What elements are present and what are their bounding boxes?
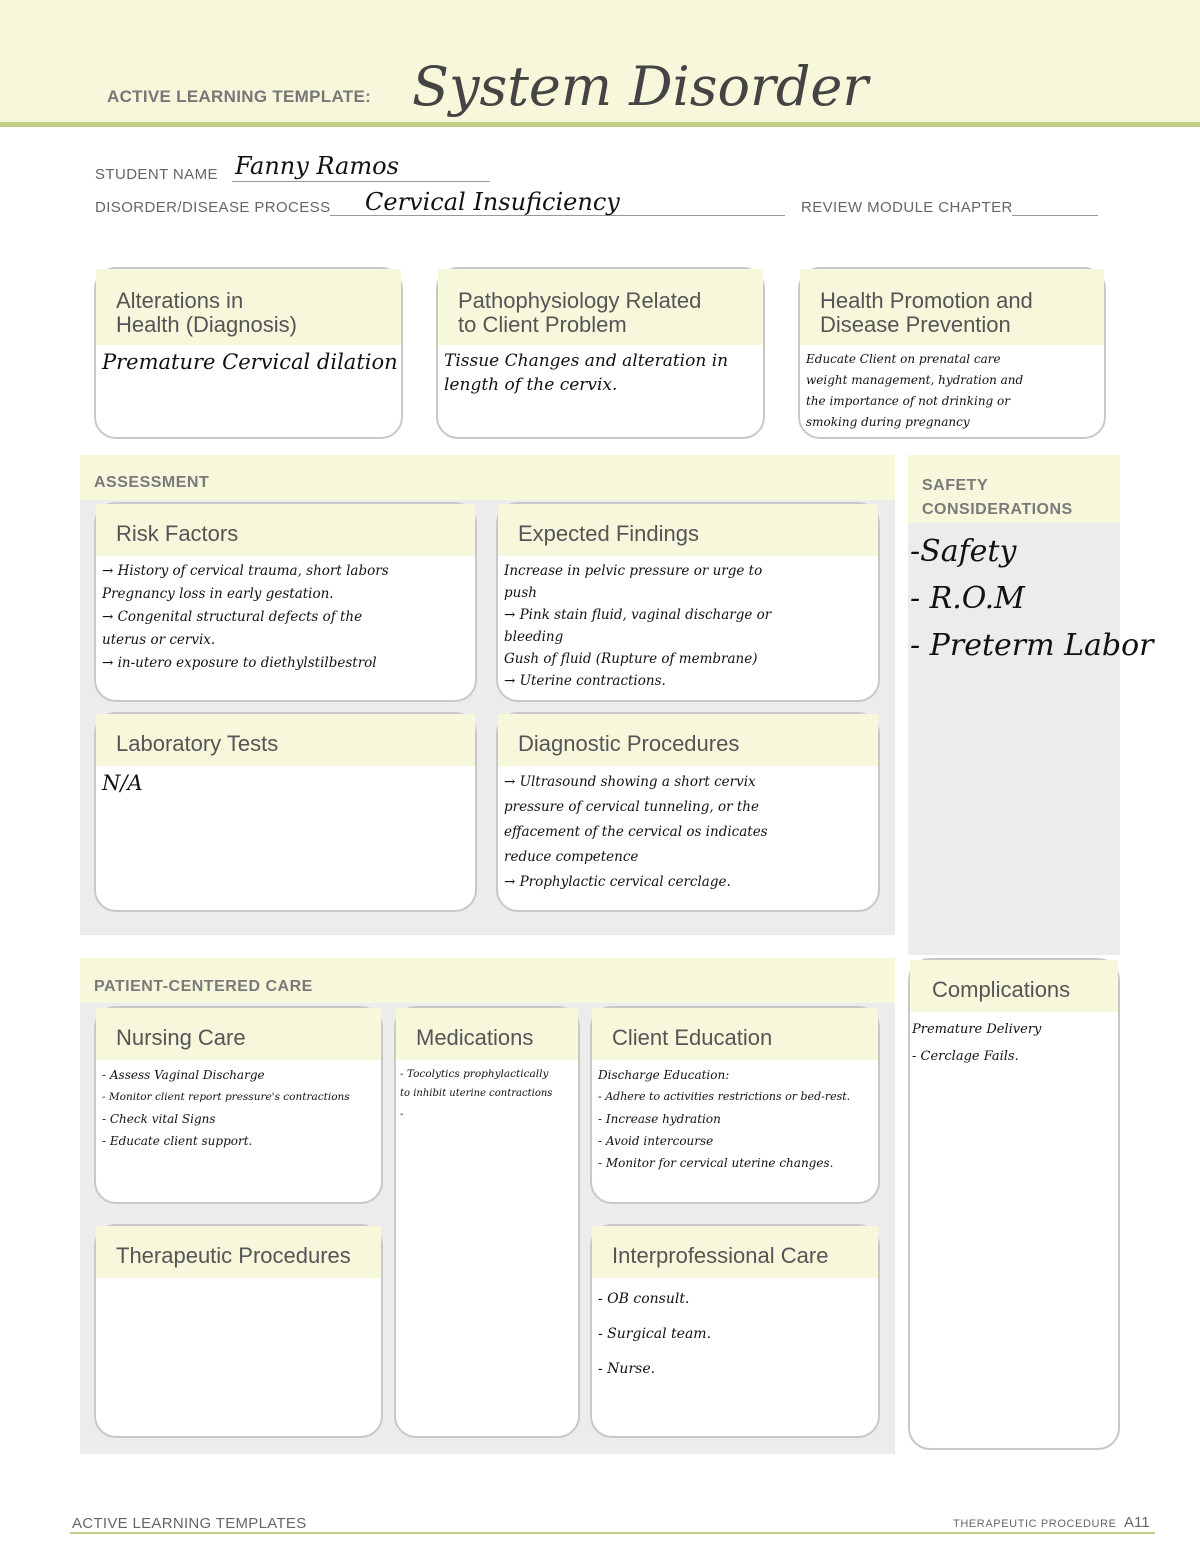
therapeutic-procedures-title: Therapeutic Procedures	[96, 1226, 381, 1278]
expected-findings-text[interactable]: Gush of fluid (Rupture of membrane)	[504, 651, 758, 667]
health-promotion-text[interactable]: smoking during pregnancy	[806, 415, 970, 429]
header-divider	[0, 122, 1200, 127]
nursing-care-text[interactable]: - Check vital Signs	[102, 1112, 216, 1126]
footer-right: THERAPEUTIC PROCEDURE	[953, 1518, 1117, 1530]
risk-factors-text[interactable]: Pregnancy loss in early gestation.	[102, 586, 334, 602]
assessment-label: ASSESSMENT	[94, 474, 210, 491]
interprofessional-care-box	[590, 1224, 880, 1438]
interprofessional-care-text[interactable]: - Surgical team.	[598, 1326, 712, 1342]
medications-title: Medications	[396, 1008, 578, 1060]
client-education-text[interactable]: - Adhere to activities restrictions or bed-rest.	[598, 1090, 851, 1103]
complications-box	[908, 958, 1120, 1450]
health-promotion-text[interactable]: weight management, hydration and	[806, 373, 1024, 387]
therapeutic-procedures-body[interactable]	[96, 1278, 381, 1282]
nursing-care-title: Nursing Care	[96, 1008, 381, 1060]
expected-findings-text[interactable]: → Pink stain fluid, vaginal discharge or	[504, 607, 772, 623]
diagnostic-procedures-text[interactable]: reduce competence	[504, 849, 639, 865]
interprofessional-care-text[interactable]: - Nurse.	[598, 1361, 656, 1377]
expected-findings-text[interactable]: → Uterine contractions.	[504, 673, 666, 689]
risk-factors-title: Risk Factors	[96, 504, 475, 556]
pathophysiology-box	[436, 267, 765, 439]
safety-text[interactable]: -Safety	[910, 534, 1017, 569]
nursing-care-text[interactable]: - Monitor client report pressure's contractions	[102, 1091, 350, 1103]
footer-left: ACTIVE LEARNING TEMPLATES	[72, 1515, 307, 1532]
interprofessional-care-text[interactable]: - OB consult.	[598, 1291, 690, 1307]
risk-factors-box	[94, 502, 477, 702]
disorder-value[interactable]: Cervical Insuficiency	[365, 188, 620, 216]
nursing-care-text[interactable]: - Educate client support.	[102, 1134, 253, 1148]
nursing-care-text[interactable]: - Assess Vaginal Discharge	[102, 1068, 265, 1082]
expected-findings-box	[496, 502, 880, 702]
nursing-care-box	[94, 1006, 383, 1204]
complications-title: Complications	[910, 960, 1118, 1012]
interprofessional-care-title: Interprofessional Care	[592, 1226, 878, 1278]
client-education-text[interactable]: - Monitor for cervical uterine changes.	[598, 1156, 834, 1170]
expected-findings-text[interactable]: Increase in pelvic pressure or urge to	[504, 563, 763, 579]
alterations-box	[94, 267, 403, 439]
diagnostic-procedures-text[interactable]: pressure of cervical tunneling, or the	[504, 799, 759, 815]
alterations-title: Alterations in Health (Diagnosis)	[96, 269, 401, 345]
review-module-label: REVIEW MODULE CHAPTER	[801, 199, 1013, 216]
risk-factors-text[interactable]: → in-utero exposure to diethylstilbestrol	[102, 655, 377, 671]
complications-text[interactable]: - Cerclage Fails.	[912, 1049, 1019, 1064]
diagnostic-procedures-text[interactable]: effacement of the cervical os indicates	[504, 824, 768, 840]
risk-factors-text[interactable]: → History of cervical trauma, short labors	[102, 563, 389, 579]
expected-findings-text[interactable]: push	[504, 585, 537, 601]
health-promotion-box	[798, 267, 1106, 439]
review-module-line[interactable]	[1012, 194, 1098, 216]
diagnostic-procedures-box	[496, 712, 880, 912]
diagnostic-procedures-title: Diagnostic Procedures	[498, 714, 878, 766]
health-promotion-text[interactable]: the importance of not drinking or	[806, 394, 1011, 408]
complications-text[interactable]: Premature Delivery	[912, 1022, 1042, 1037]
safety-text[interactable]: - Preterm Labor	[910, 628, 1154, 663]
laboratory-tests-box	[94, 712, 477, 912]
pathophysiology-title: Pathophysiology Related to Client Problem	[438, 269, 763, 345]
safety-label: SAFETY CONSIDERATIONS	[922, 477, 1073, 518]
page-number: A11	[1124, 1514, 1150, 1531]
health-promotion-text[interactable]: Educate Client on prenatal care	[806, 352, 1001, 366]
client-education-text[interactable]: - Avoid intercourse	[598, 1134, 714, 1148]
safety-text-block	[910, 528, 1154, 669]
risk-factors-text[interactable]: → Congenital structural defects of the	[102, 609, 363, 625]
diagnostic-procedures-text[interactable]: → Ultrasound showing a short cervix	[504, 774, 756, 790]
footer-divider	[70, 1532, 1155, 1534]
template-label: ACTIVE LEARNING TEMPLATE:	[107, 87, 372, 106]
medications-text[interactable]: -	[400, 1108, 404, 1120]
laboratory-tests-text[interactable]: N/A	[102, 771, 143, 795]
expected-findings-text[interactable]: bleeding	[504, 629, 564, 645]
client-education-title: Client Education	[592, 1008, 878, 1060]
safety-text[interactable]: - R.O.M	[910, 581, 1025, 616]
medications-box	[394, 1006, 580, 1438]
alterations-text[interactable]: Premature Cervical dilation	[102, 350, 398, 374]
client-education-text[interactable]: - Increase hydration	[598, 1112, 721, 1126]
student-name-label: STUDENT NAME	[95, 166, 218, 183]
risk-factors-text[interactable]: uterus or cervix.	[102, 632, 216, 648]
client-education-text[interactable]: Discharge Education:	[598, 1068, 730, 1082]
medications-text[interactable]: to inhibit uterine contractions	[400, 1088, 553, 1099]
pathophysiology-text[interactable]: length of the cervix.	[444, 375, 618, 395]
client-education-box	[590, 1006, 880, 1204]
expected-findings-title: Expected Findings	[498, 504, 878, 556]
diagnostic-procedures-text[interactable]: → Prophylactic cervical cerclage.	[504, 874, 731, 890]
health-promotion-title: Health Promotion and Disease Prevention	[800, 269, 1104, 345]
disorder-label: DISORDER/DISEASE PROCESS	[95, 199, 331, 216]
patient-centered-care-label: PATIENT-CENTERED CARE	[94, 978, 313, 995]
student-name-value[interactable]: Fanny Ramos	[235, 152, 399, 180]
medications-text[interactable]: - Tocolytics prophylactically	[400, 1068, 549, 1080]
pathophysiology-text[interactable]: Tissue Changes and alteration in	[444, 351, 729, 371]
template-title: System Disorder	[412, 55, 869, 118]
therapeutic-procedures-box	[94, 1224, 383, 1438]
laboratory-tests-title: Laboratory Tests	[96, 714, 475, 766]
